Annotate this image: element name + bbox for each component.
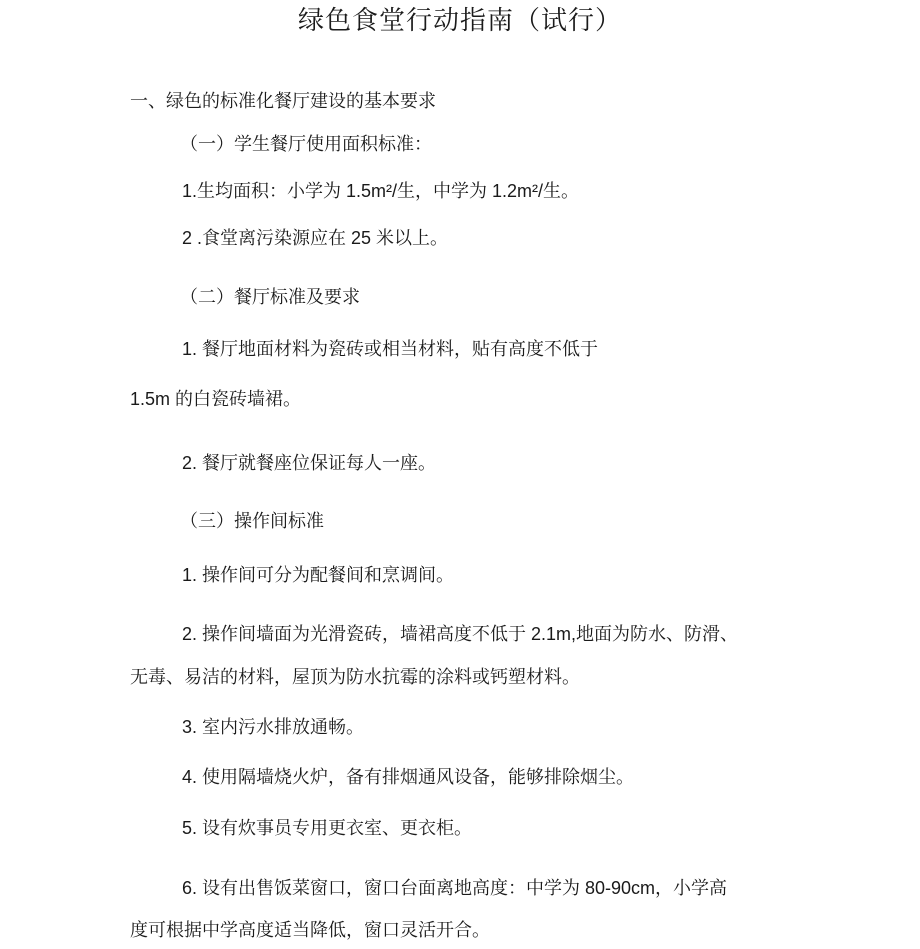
document-title: 绿色食堂行动指南（试行） [297,6,622,36]
list-item: 1. 操作间可分为配餐间和烹调间。 [182,565,455,585]
list-item-continuation: 度可根据中学高度适当降低，窗口灵活开合。 [130,920,490,940]
list-item: 5. 设有炊事员专用更衣室、更衣柜。 [182,818,473,838]
subsection-heading-1: （一）学生餐厅使用面积标准： [180,134,432,155]
list-item-continuation: 1.5m 的白瓷砖墙裙。 [130,389,302,409]
list-item-continuation: 无毒、易洁的材料，屋顶为防水抗霉的涂料或钙塑材料。 [130,667,580,687]
section-heading: 一、绿色的标准化餐厅建设的基本要求 [130,91,436,112]
list-item: 2. 操作间墙面为光滑瓷砖，墙裙高度不低于 2.1m,地面为防水、防滑、 [182,624,739,644]
list-item: 4. 使用隔墙烧火炉，备有排烟通风设备，能够排除烟尘。 [182,767,635,787]
list-item: 1.生均面积：小学为 1.5m²/生，中学为 1.2m²/生。 [182,181,580,201]
subsection-heading-2: （二）餐厅标准及要求 [180,287,360,308]
list-item: 2. 餐厅就餐座位保证每人一座。 [182,453,437,473]
list-item: 3. 室内污水排放通畅。 [182,717,365,737]
list-item: 6. 设有出售饭菜窗口，窗口台面离地高度：中学为 80-90cm，小学高 [182,878,728,898]
list-item: 2 .食堂离污染源应在 25 米以上。 [182,228,449,248]
subsection-heading-3: （三）操作间标准 [180,511,324,532]
list-item: 1. 餐厅地面材料为瓷砖或相当材料，贴有高度不低于 [182,339,599,359]
